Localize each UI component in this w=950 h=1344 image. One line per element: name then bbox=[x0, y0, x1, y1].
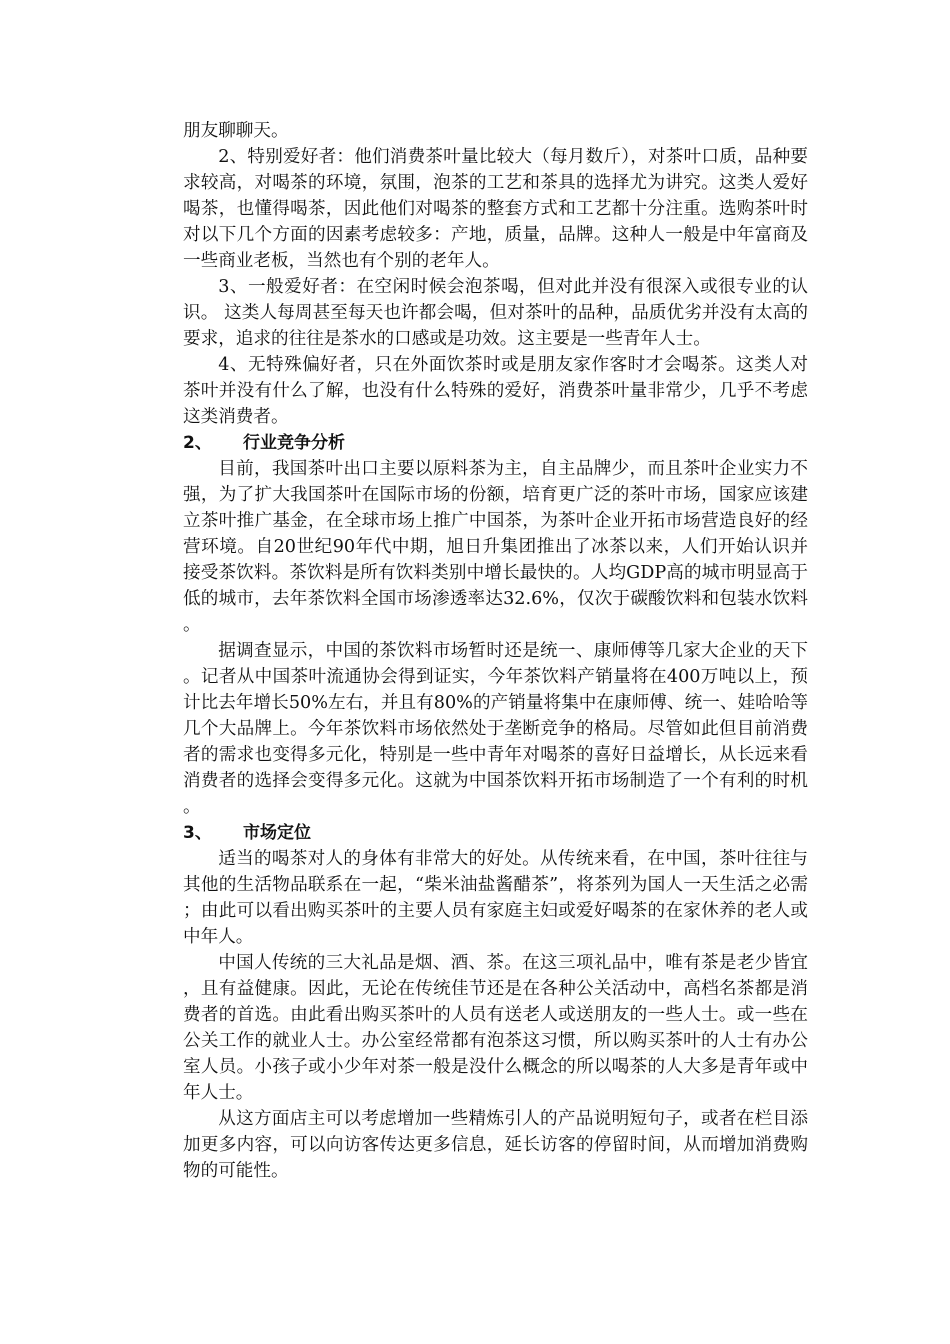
section-heading-positioning bbox=[183, 820, 808, 846]
document-page bbox=[183, 118, 808, 1184]
competition-paragraph-1: 目前，我国茶叶出口主要以原料茶为主，自主品牌少，而且茶叶企业实力不强，为了扩大我国茶叶在国际市场的份额，培育更广泛的茶叶市场，国家应该建立茶叶推广基金，在全球市场上推广中国茶，为茶叶企业开拓市场营造良好的经营环境。自20世纪90年代中期，旭日升集团推出了冰茶以来，人们开始认识并接受茶饮料。茶饮料是所有饮料类别中增长最快的。人均GDP高的城市明显高于低的城市，去年茶饮料全国市场渗透率达32.6%，仅次于碳酸饮料和包装水饮料。 bbox=[183, 459, 808, 635]
positioning-paragraph-2: 中国人传统的三大礼品是烟、酒、茶。在这三项礼品中，唯有茶是老少皆宜，且有益健康。因此，无论在传统佳节还是在各种公关活动中，高档名茶都是消费者的首选。由此看出购买茶叶的人员有送老人或送朋友的一些人士。或一些在公关工作的就业人士。办公室经常都有泡茶这习惯，所以购买茶叶的人士有办公室人员。小孩子或小少年对茶一般是没什么概念的所以喝茶的人大多是青年或中年人士。 bbox=[183, 953, 808, 1103]
section-number: 3、 bbox=[183, 823, 212, 843]
section-number: 2、 bbox=[183, 433, 212, 453]
section-title: 行业竞争分析 bbox=[243, 433, 345, 453]
continuation-paragraph: 朋友聊聊天。 bbox=[183, 121, 289, 141]
consumer-type-no-preference: 4、无特殊偏好者，只在外面饮茶时或是朋友家作客时才会喝茶。这类人对茶叶并没有什么了解，也没有什么特殊的爱好，消费茶叶量非常少，几乎不考虑这类消费者。 bbox=[183, 355, 808, 427]
section-title: 市场定位 bbox=[243, 823, 311, 843]
consumer-type-enthusiast: 2、特别爱好者：他们消费茶叶量比较大（每月数斤），对茶叶口质，品种要求较高，对喝茶的环境，氛围，泡茶的工艺和茶具的选择尤为讲究。这类人爱好喝茶，也懂得喝茶，因此他们对喝茶的整套方式和工艺都十分注重。选购茶叶时对以下几个方面的因素考虑较多：产地，质量，品牌。这种人一般是中年富商及一些商业老板，当然也有个别的老年人。 bbox=[183, 147, 808, 271]
positioning-paragraph-1: 适当的喝茶对人的身体有非常大的好处。从传统来看，在中国，茶叶往往与其他的生活物品联系在一起，“柴米油盐酱醋茶”，将茶列为国人一天生活之必需；由此可以看出购买茶叶的主要人员有家庭主妇或爱好喝茶的在家休养的老人或中年人。 bbox=[183, 849, 808, 947]
competition-paragraph-2: 据调查显示，中国的茶饮料市场暂时还是统一、康师傅等几家大企业的天下。记者从中国茶叶流通协会得到证实，今年茶饮料产销量将在400万吨以上，预计比去年增长50%左右，并且有80%的产销量将集中在康师傅、统一、娃哈哈等几个大品牌上。今年茶饮料市场依然处于垄断竞争的格局。尽管如此但目前消费者的需求也变得多元化，特别是一些中青年对喝茶的喜好日益增长，从长远来看消费者的选择会变得多元化。这就为中国茶饮料开拓市场制造了一个有利的时机。 bbox=[183, 641, 808, 817]
section-heading-competition bbox=[183, 430, 808, 456]
consumer-type-casual: 3、一般爱好者：在空闲时候会泡茶喝，但对此并没有很深入或很专业的认识。 这类人每周甚至每天也许都会喝，但对茶叶的品种，品质优劣并没有太高的要求，追求的往往是茶水的口感或是功效。这主要是一些青年人士。 bbox=[183, 277, 808, 349]
positioning-paragraph-3: 从这方面店主可以考虑增加一些精炼引人的产品说明短句子，或者在栏目添加更多内容，可以向访客传达更多信息，延长访客的停留时间，从而增加消费购物的可能性。 bbox=[183, 1109, 808, 1181]
